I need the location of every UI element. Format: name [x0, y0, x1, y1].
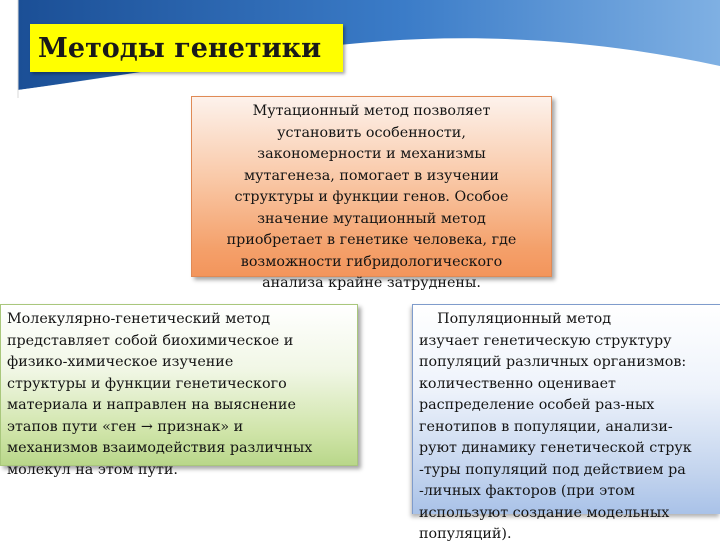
page-title: Методы генетики	[38, 32, 322, 64]
mutation-method-text: Мутационный метод позволяет установить особенности, закономерности и механизмы мутагенеза, помогает в изучении структуры и функции генов. Особое значение мутационный метод приобретает в генетике человека, где возможности гибридологического анализа крайне затруднены.	[226, 103, 517, 291]
molecular-genetic-method-box	[0, 304, 358, 478]
population-method-box	[412, 304, 720, 542]
title-box	[30, 24, 343, 72]
molecular-genetic-method-text: Молекулярно-генетический метод представляет собой биохимическое и физико-химическое изучение структуры и функции генетического материала и направлен на выяснение этапов пути «ген → признак» и механизмов взаимодействия различных молекул на этом пути.	[7, 311, 313, 478]
population-method-text: Популяционный метод изучает генетическую структуру популяций различных организмов: количественно оценивает распределение особей раз-ных генотипов в популяции, анализи- руют динамику генетической струк -туры популяций под действием ра -личных факторов (при этом используют создание модельных популяций).	[419, 311, 692, 542]
mutation-method-box	[191, 96, 552, 291]
